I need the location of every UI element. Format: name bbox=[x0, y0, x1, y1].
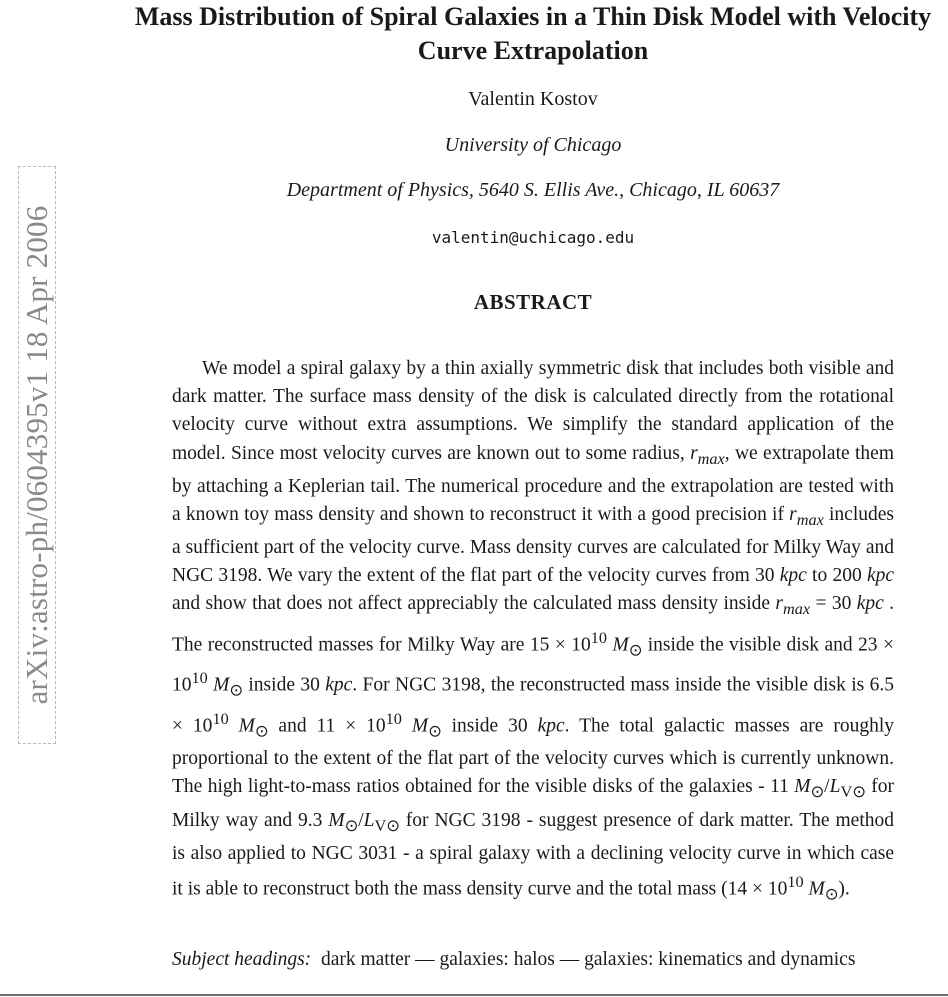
abstract-heading: ABSTRACT bbox=[473, 290, 593, 314]
author-affiliation: University of Chicago bbox=[444, 134, 622, 156]
abstract-body: We model a spiral galaxy by a thin axially symmetric disk that includes both visible and dark matter. The surface mass density of the disk is calculated directly from the rotational velocity curve without extra assumptions. We simplify the standard application of the model. Since most velocity curves are known out to some radius, $r_{max}$, we extrapolate them by attaching a Keplerian tail. The numerical procedure and the extrapolation are tested with a known toy mass density and shown to reconstruct it with a good precision if $r_{max}$ includes a sufficient part of the velocity curve. Mass density curves are calculated for Milky Way and NGC 3198. We vary the extent of the flat part of the velocity curves from 30 kpc to 200 kpc and show that does not affect appreciably the calculated mass density inside $r_{max} = 30$ kpc . The reconstructed masses for Milky Way are $15 \times 10^{10}$ $M_⊙$ inside the visible disk and $23 \times 10^{10}$ $M_⊙$ inside 30 kpc. For NGC 3198, the reconstructed mass inside the visible disk is $6.5 \times 10^{10}$ $M_⊙$ and $11 \times 10^{10}$ $M_⊙$ inside 30 kpc. The total galactic masses are roughly proportional to the extent of the flat part of the velocity curves which is currently unknown. The high light-to-mass ratios obtained for the visible disks of the galaxies - 11 $M_⊙/L_{V⊙}$ for Milky way and 9.3 $M_⊙/L_{V⊙}$ for NGC 3198 - suggest presence of dark matter. The method is also applied to NGC 3031 - a spiral galaxy with a declining velocity curve in which case it is able to reconstruct both the mass density curve and the total mass ($14 \times 10^{10}$ $M_⊙$). bbox=[172, 358, 895, 904]
page-bottom-rule bbox=[0, 994, 948, 996]
subject-headings-label: Subject headings: bbox=[172, 949, 312, 970]
subject-headings-text: dark matter — galaxies: halos — galaxies: kinematics and dynamics bbox=[320, 949, 856, 970]
author-name: Valentin Kostov bbox=[468, 88, 598, 110]
arxiv-stamp bbox=[18, 166, 56, 744]
paper-title: Mass Distribution of Spiral Galaxies in a Thin Disk Model with Velocity Curve Extrapolation bbox=[134, 2, 932, 65]
arxiv-identifier: arXiv:astro-ph/0604395v1 18 Apr 2006 bbox=[19, 205, 54, 705]
author-department: Department of Physics, 5640 S. Ellis Ave., Chicago, IL 60637 bbox=[286, 179, 780, 201]
subject-headings bbox=[172, 946, 894, 974]
author-email: valentin@uchicago.edu bbox=[431, 228, 635, 247]
